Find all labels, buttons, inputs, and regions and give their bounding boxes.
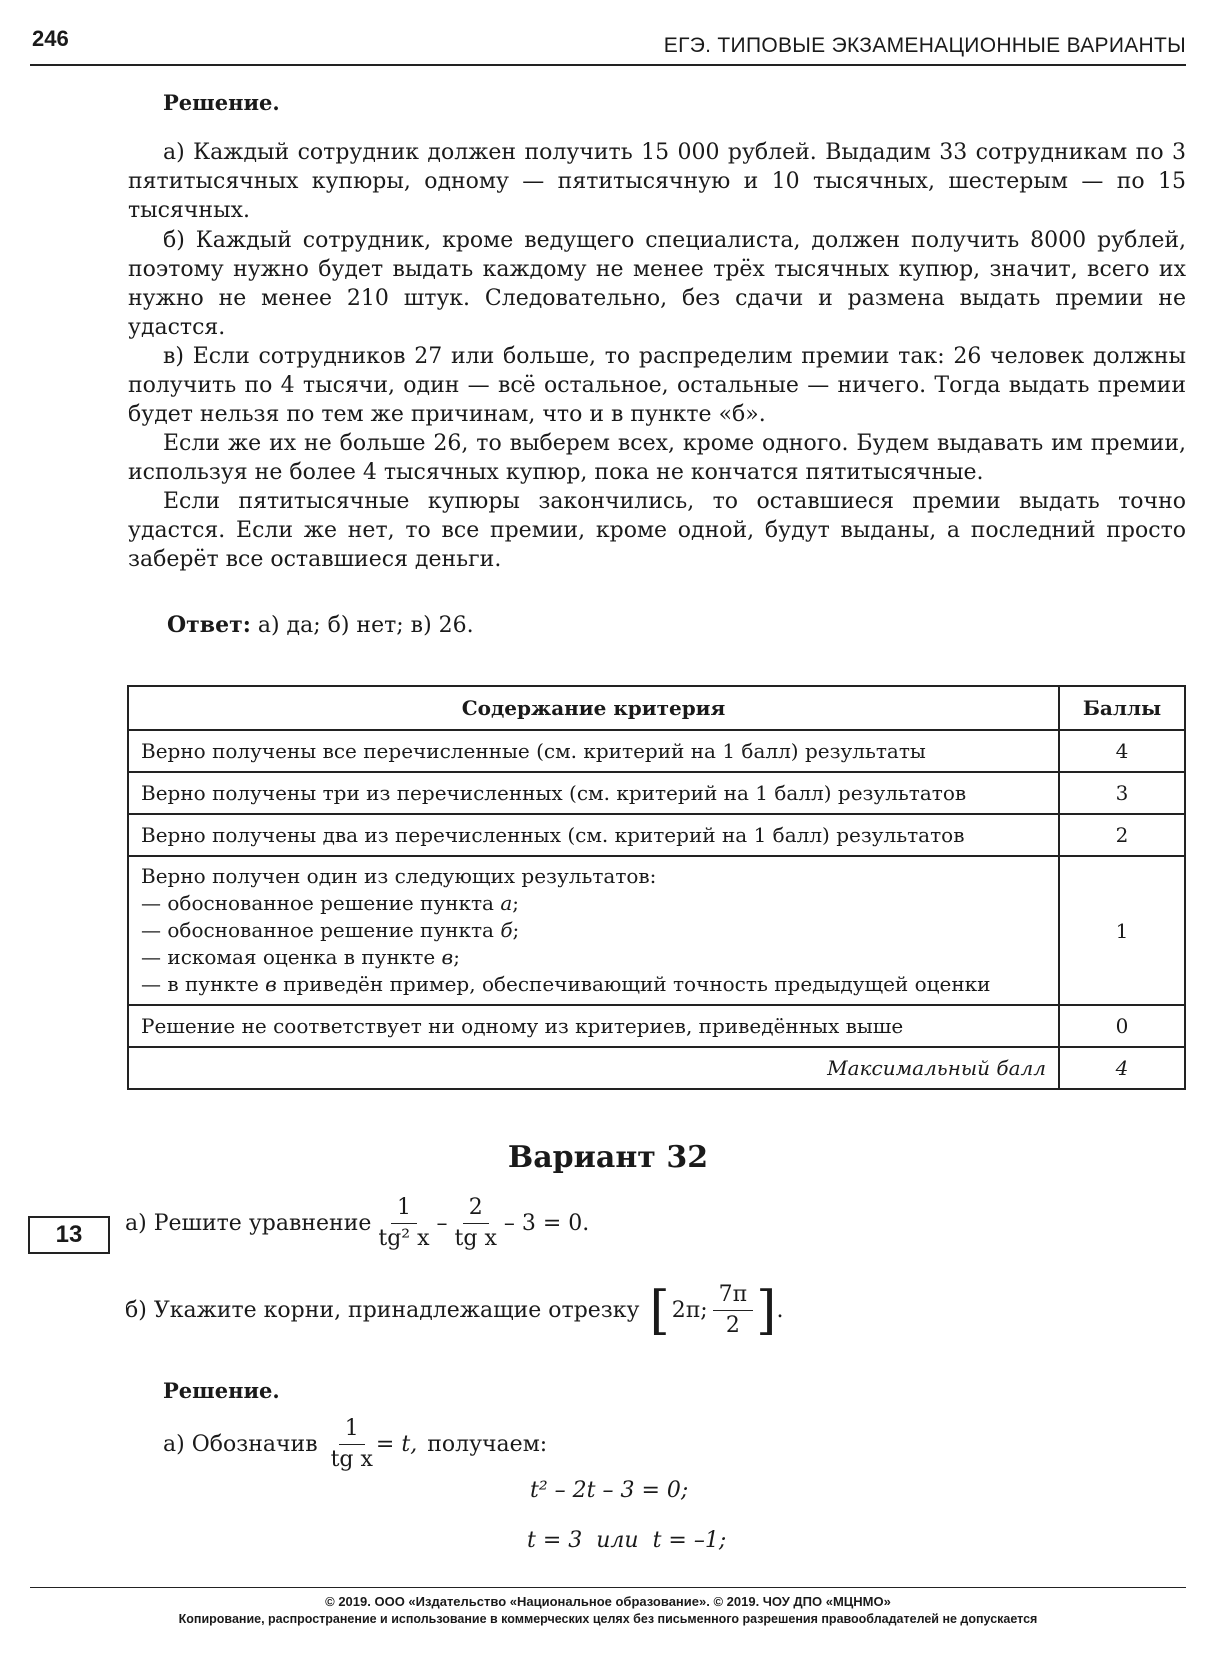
solution-2-heading: Решение. [163,1378,280,1403]
interval-left: 2π; [671,1298,708,1323]
interval-fraction: $\frac{7\pi}{2}$ [713,1282,753,1339]
criterion-text: Решение не соответствует ни одному из критериев, приведённых выше [128,1005,1059,1047]
criterion-line-c: — искомая оценка в пункте в; [141,945,460,969]
criterion-intro: Верно получен один из следующих результатов: [141,864,657,888]
minus-sign: – [436,1211,448,1236]
criteria-header-criterion: Содержание критерия [128,686,1059,730]
task-number-box: 13 [28,1216,110,1254]
substitution-prefix: а) Обозначив [163,1432,318,1457]
task-part-b [125,1282,783,1339]
substitution-eq: = t, [375,1432,418,1457]
table-row [128,730,1185,772]
equation-tail: – 3 = 0. [503,1211,590,1236]
solution-part-b: б) Каждый сотрудник, кроме ведущего специалиста, должен получить 8000 рублей, поэтому нужно будет выдать каждому не менее трёх тысячных купюр, значит, всего их нужно не менее 210 штук. Следовательно, без сдачи и размена выдать премии не удастся. [128,228,1186,340]
equation-2: t = 3 или t = –1; [527,1528,727,1553]
footer-notice: Копирование, распространение и использование в коммерческих целях без письменного разрешения правообладателей не допускается [178,1612,1038,1626]
table-row [128,856,1185,1005]
criterion-text: Верно получены три из перечисленных (см. критерий на 1 балл) результатов [128,772,1059,814]
criterion-points: 4 [1059,730,1185,772]
answer-text: а) да; б) нет; в) 26. [257,613,474,638]
substitution-line [163,1416,547,1473]
footer-copyright: © 2019. ООО «Издательство «Национальное образование». © 2019. ЧОУ ДПО «МЦНМО» [325,1594,891,1609]
substitution-tail: получаем: [427,1432,548,1457]
table-row-max [128,1047,1185,1089]
criterion-points: 0 [1059,1005,1185,1047]
equation-1: t² – 2t – 3 = 0; [530,1478,689,1503]
task-part-a-prefix: а) Решите уравнение [125,1211,372,1236]
task-part-b-prefix: б) Укажите корни, принадлежащие отрезку [125,1298,640,1323]
max-score-label: Максимальный балл [128,1047,1059,1089]
criterion-text-multiline [128,856,1059,1005]
table-row [128,772,1185,814]
criterion-line-d: — в пункте в приведён пример, обеспечивающий точность предыдущей оценки [141,972,991,996]
interval-end: . [776,1298,784,1323]
solution-heading: Решение. [163,90,280,115]
header-rule [30,64,1186,66]
criteria-table [127,685,1186,1090]
substitution-fraction: $\frac{1}{\text{tg x}}$ [330,1416,373,1472]
criterion-text: Верно получены все перечисленные (см. критерий на 1 балл) результаты [128,730,1059,772]
footer-rule [30,1587,1186,1588]
page-number: 246 [32,26,69,51]
criterion-points: 1 [1059,856,1185,1005]
criteria-header-points: Баллы [1059,686,1185,730]
max-score-value: 4 [1059,1047,1185,1089]
task-part-a [125,1195,589,1252]
criterion-points: 3 [1059,772,1185,814]
solution-paragraph-4: Если же их не больше 26, то выберем всех, кроме одного. Будем выдавать им премии, используя не более 4 тысячных купюр, пока не кончатся пятитысячные. [128,431,1186,485]
fraction-1: $\frac{1}{\text{tg² x}}$ [378,1195,430,1251]
criterion-text: Верно получены два из перечисленных (см. критерий на 1 балл) результатов [128,814,1059,856]
table-row [128,1005,1185,1047]
criteria-header-row [128,686,1185,730]
solution-paragraph-5: Если пятитысячные купюры закончились, то оставшиеся премии выдать точно удастся. Если же нет, то все премии, кроме одной, будут выданы, а последний просто заберёт все оставшиеся деньги. [128,489,1186,572]
answer-line [167,612,474,638]
solution-part-v: в) Если сотрудников 27 или больше, то распределим премии так: 26 человек должны получить по 4 тысячи, один — всё остальное, остальные — ничего. Тогда выдать премии будет нельзя по тем же причинам, что и в пункте «б». [128,344,1186,427]
interval: [ 2π; $\frac{7\pi}{2}$ ] [649,1280,777,1341]
criterion-points: 2 [1059,814,1185,856]
table-row [128,814,1185,856]
fraction-2: $\frac{2}{\text{tg x}}$ [454,1195,497,1251]
running-header-title: ЕГЭ. ТИПОВЫЕ ЭКЗАМЕНАЦИОННЫЕ ВАРИАНТЫ [663,34,1186,57]
criterion-line-a: — обоснованное решение пункта а; [141,891,520,915]
criterion-line-b: — обоснованное решение пункта б; [141,918,520,942]
variant-title: Вариант 32 [507,1140,709,1175]
solution-part-a: а) Каждый сотрудник должен получить 15 000 рублей. Выдадим 33 сотрудникам по 3 пятитысячных купюры, одному — пятитысячную и 10 тысячных, шестерым — по 15 тысячных. [128,140,1186,223]
answer-label: Ответ: [167,612,251,638]
